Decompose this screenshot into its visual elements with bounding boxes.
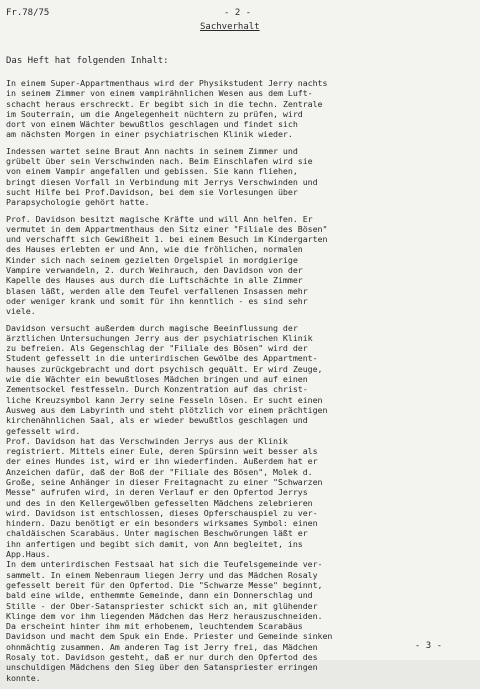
paragraph: Indessen wartet seine Braut Ann nachts in seinem Zimmer und grübelt über sein Verschwinden nach. Beim Einschlafen wird sie von einem Vampir angefallen und gebissen. Sie kann fliehen, bringt diesen Vorfall in Verbindung mit Jerrys Verschwinden und sucht Hilfe bei Prof.Davidson, bei dem sie Vorlesungen über Parapsychologie gehört hatte. (6, 145, 318, 208)
paragraph: Davidson versucht außerdem durch magische Beeinflussung der ärztlichen Untersuchungen Jerry aus der psychiatrischen Klinik zu befreien. Als Gegenschlag der "Filiale des Bösen" wird der Student gefesselt in die unterirdischen Gewölbe des Appartment- hauses zurückgebracht und dort psychisch gequält. Er wird Zeuge, wie die Wächter ein bewußtloses Mädchen bringen und auf einen Zementsockel festfesseln. Durch Konzentration auf das christ- liche Kreuzsymbol kann Jerry seine Fesseln lösen. Er sucht einen Ausweg aus dem Labyrinth und steht plötzlich vor einem prächtigen kirchenähnlichen Saal, als er wieder bewußtlos geschlagen und gefesselt wird. Prof. Davidson hat das Verschwinden Jerrys aus der Klinik registriert. Mittels einer Eule, deren Spürsinn weit besser als der eines Hundes ist, wird er ihn wiederfinden. Außerdem hat er Anzeichen dafür, daß der Boß der "Filiale des Bösen", Molek d. Große, seine Anhänger in dieser Freitagnacht zu einer "Schwarzen Messe" aufrufen wird, in deren Verlauf er den Opfertod Jerrys und des in den Kellergewölben gefesselten Mädchens zelebrieren wird. Davidson ist entschlossen, dieses Opferschauspiel zu ver- hindern. Dazu benötigt er ein besonders wirksames Symbol: einen chaldäischen Scarabäus. Unter magischen Beschwörungen läßt er ihn anfertigen und begibt sich damit, von Ann begleitet, ins App.Haus. In dem unterirdischen Festsaal hat sich die Teufelsgemeinde ver- sammelt. In einem Nebenraum liegen Jerry und das Mädchen Rosaly gefesselt bereit für den Opfertod. Die "Schwarze Messe" beginnt, bald eine wilde, enthemmte Gemeinde, dann ein Donnerschlag und Stille - der Ober-Satanspriester schickt sich an, mit glühender Klinge dem vor ihm liegenden Mädchen das Herz herauszuschneiden. Da erscheint hinter ihm mit erhobenem, leuchtendem Scarabäus Davidson und macht dem Spuk ein Ende. Priester und Gemeinde sinken ohnmächtig zusammen. Am anderen Tag ist Jerry frei, das Mädchen Rosaly tot. Davidson gesteht, daß er nur durch den Opfertod des unschuldigen Mädchens den Sieg über den Satanspriester erringen konnte. (6, 322, 333, 683)
section-title: Sachverhalt (200, 22, 260, 32)
paragraph: Prof. Davidson besitzt magische Kräfte und will Ann helfen. Er vermutet in dem Appartmenthaus den Sitz einer "Filiale des Bösen" und verschafft sich Gewißheit 1. bei einem Besuch im Kindergarten des Hauses erlebten er und Ann, wie die fröhlichen, normalen Kinder sich nach seinem gezielten Orgelspiel in mordgierige Vampire verwandeln, 2. durch Weihrauch, den Davidson von der Kapelle des Hauses aus durch die Luftschächte in alle Zimmer blasen läßt, werden alle dem Teufel verfallenen Insassen mehr oder weniger krank und somit für ihn kenntlich - es sind sehr viele. (6, 213, 328, 317)
page-number: - 2 - (224, 8, 252, 18)
reference-number: Fr.78/75 (6, 8, 50, 18)
intro-line: Das Heft hat folgenden Inhalt: (6, 56, 169, 66)
next-page-marker: - 3 - (414, 641, 442, 651)
paragraph: In einem Super-Appartmenthaus wird der Physikstudent Jerry nachts in seinem Zimmer von einem vampirähnlichen Wesen aus dem Luft- schacht heraus erschreckt. Er begibt sich in die techn. Zentrale im Souterrain, um die Angelegenheit nüchtern zu prüfen, wird dort von einem Wächter bewußtlos geschlagen und findet sich am nächsten Morgen in einer psychiatrischen Klinik wieder. (6, 78, 328, 140)
document-body (6, 78, 474, 689)
